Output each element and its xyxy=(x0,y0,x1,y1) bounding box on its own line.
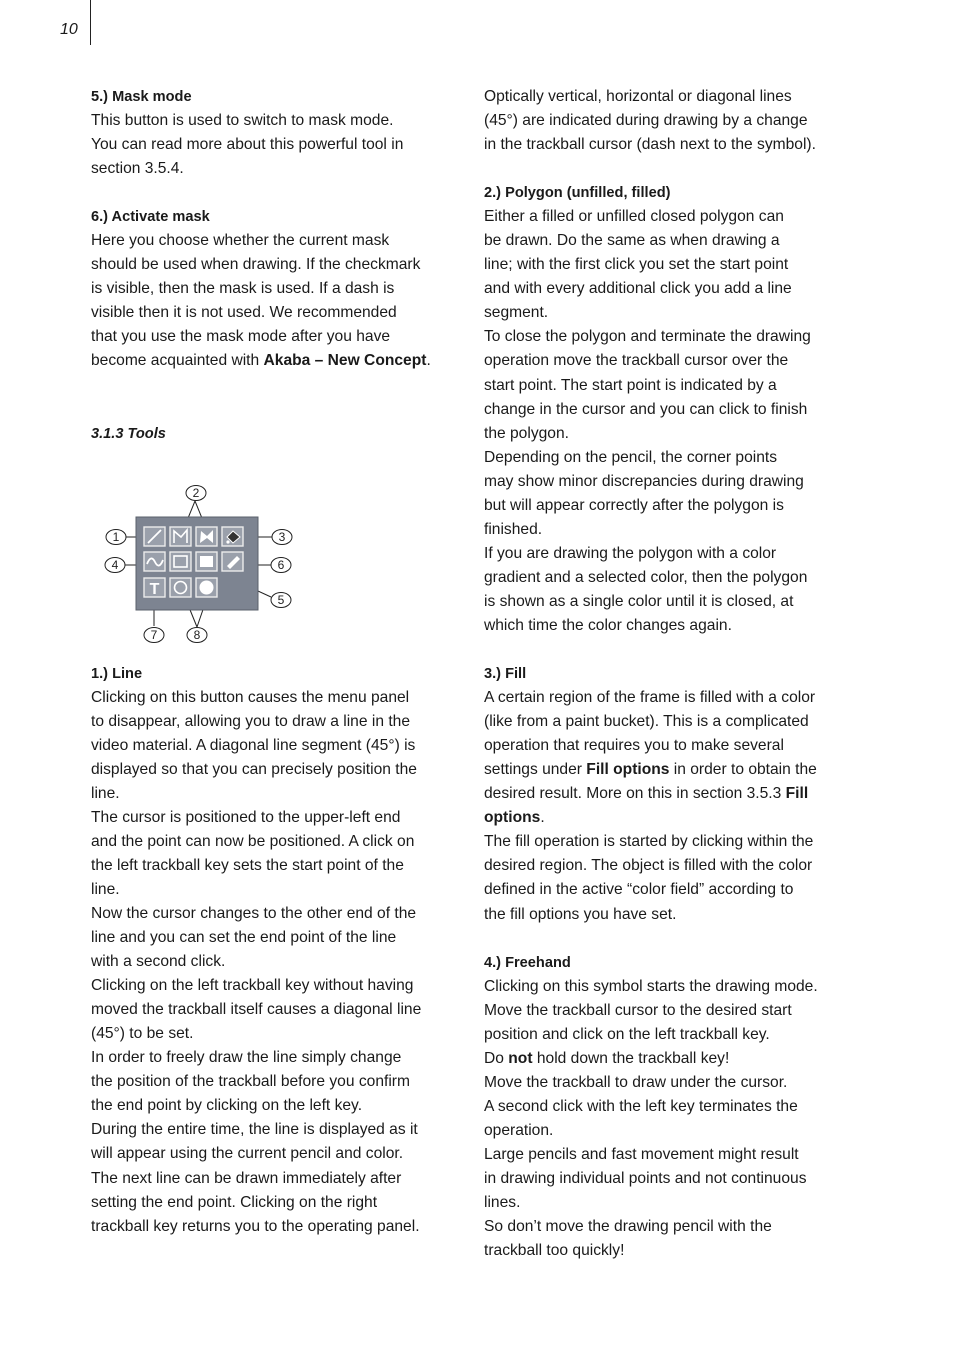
svg-text:2: 2 xyxy=(192,486,200,500)
activate-mask-body xyxy=(91,229,461,373)
svg-text:1: 1 xyxy=(112,530,120,544)
fill-text-1: A certain region of the frame is filled with a color (like from a paint bucket). This is a complicated operation that requires you to make several settings under xyxy=(484,689,816,779)
svg-text:8: 8 xyxy=(193,628,201,642)
mask-mode-heading: 5.) Mask mode xyxy=(91,89,192,105)
svg-text:T: T xyxy=(149,581,160,598)
mask-pencil-icon xyxy=(222,552,243,571)
callout-5 xyxy=(271,593,291,608)
activate-mask-heading: 6.) Activate mask xyxy=(91,209,210,226)
right-column xyxy=(484,85,864,1263)
text-tool-icon xyxy=(144,578,165,598)
line-tool-icon xyxy=(144,527,165,546)
fill-bucket-icon xyxy=(222,527,243,546)
polygon-body: Either a filled or unfilled closed polygon can be drawn. Do the same as when drawing a line; with the first click you set the start point and with every additional click you add a line segment. To close the polygon and terminate the drawing operation move the trackball cursor over the start point. The start point is indicated by a change in the cursor and you can click to finish the polygon. Depending on the pencil, the corner points may show minor discrepancies during drawing but will appear correctly after the polygon is finished. If you are drawing the polygon with a color gradient and a selected color, then the polygon is shown as a single color until it is closed, at which time the color changes again. xyxy=(484,208,811,634)
svg-text:6: 6 xyxy=(277,558,285,572)
freehand-heading: 4.) Freehand xyxy=(484,954,571,971)
svg-text:4: 4 xyxy=(111,558,119,572)
callout-1 xyxy=(106,530,126,545)
polygon-heading: 2.) Polygon (unfilled, filled) xyxy=(484,185,671,202)
activate-mask-suffix: . xyxy=(426,352,431,370)
callout-4 xyxy=(105,558,125,573)
circle-filled-icon xyxy=(196,578,217,597)
line-heading: 1.) Line xyxy=(91,665,143,682)
freehand-not-bold: not xyxy=(508,1049,533,1067)
tools-section-title: 3.1.3 Tools xyxy=(91,425,166,442)
freehand-text-2: hold down the trackball key! Move the trackball to draw under the cursor. A second click with the left key terminates the operation. Large pencils and fast movement might result in drawing individual points and not continuous lines. So don’t move the drawing pencil with the trackball too quickly! xyxy=(484,1049,807,1260)
freehand-text-1: Clicking on this symbol starts the drawing mode. Move the trackball cursor to the desired start position and click on the left trackball key. Do xyxy=(484,977,818,1067)
page-number-rule xyxy=(90,0,91,45)
callout-3 xyxy=(272,530,292,545)
freehand-body xyxy=(484,975,864,1264)
callout-7 xyxy=(144,628,164,643)
freehand-icon xyxy=(144,552,165,571)
fill-body xyxy=(484,686,864,830)
fill-text-3: . xyxy=(540,809,545,827)
tools-panel-figure xyxy=(95,480,305,650)
polygon-unfilled-icon xyxy=(170,527,191,546)
page-number: 10 xyxy=(60,21,78,38)
line-intro-continued: Optically vertical, horizontal or diagonal lines (45°) are indicated during drawing by a change in the trackball cursor (dash next to the symbol). xyxy=(484,88,816,154)
callout-8 xyxy=(187,628,207,643)
fill-heading: 3.) Fill xyxy=(484,666,527,683)
rectangle-unfilled-icon xyxy=(170,552,191,571)
circle-unfilled-icon xyxy=(170,578,191,597)
activate-mask-text: Here you choose whether the current mask should be used when drawing. If the checkmark is visible, then the mask is used. If a dash is visible then it is not used. We recommended that you use the mask mode after you have become acquainted with xyxy=(91,232,421,370)
fill-text-2: in order to obtain the desired result. More on this in section 3.5.3 xyxy=(484,761,817,803)
callout-2 xyxy=(186,486,206,501)
callout-6 xyxy=(271,558,291,573)
fill-body-2: The fill operation is started by clicking within the desired region. The object is filled with the color defined in the active “color field” according to the fill options you have set. xyxy=(484,833,814,923)
line-body: Clicking on this button causes the menu panel to disappear, allowing you to draw a line in the video material. A diagonal line segment (45°) is displayed so that you can precisely position the line. The cursor is positioned to the upper-left end and the point can now be positioned. A click on the left trackball key sets the start point of the line. Now the cursor changes to the other end of the line and you can set the end point of the line with a second click. Clicking on the left trackball key without having moved the trackball itself causes a diagonal line (45°) to be set. In order to freely draw the line simply change the position of the trackball before you confirm the end point by clicking on the left key. During the entire time, the line is displayed as it will appear using the current pencil and color. The next line can be drawn immediately after setting the end point. Clicking on the right trackball key returns you to the operating panel. xyxy=(91,688,422,1235)
mask-mode-body: This button is used to switch to mask mode. You can read more about this powerful tool in section 3.5.4. xyxy=(91,112,404,178)
fill-options-section-bold: Fill options xyxy=(484,785,809,827)
left-column xyxy=(91,85,461,1239)
akaba-concept-bold: Akaba – New Concept xyxy=(263,352,427,370)
svg-text:7: 7 xyxy=(150,628,158,642)
polygon-filled-icon xyxy=(196,527,217,546)
fill-options-bold: Fill options xyxy=(586,761,670,779)
svg-text:5: 5 xyxy=(277,593,285,607)
rectangle-filled-icon xyxy=(196,552,217,571)
svg-text:3: 3 xyxy=(278,530,286,544)
